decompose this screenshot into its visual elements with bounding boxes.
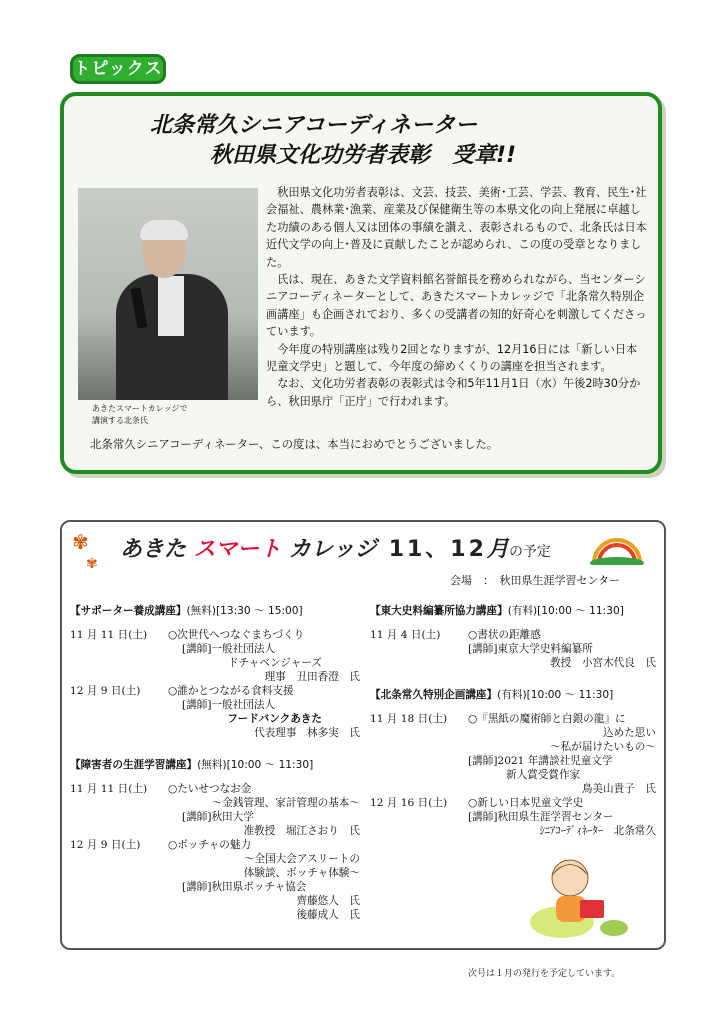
lecturer-line: 齊藤悠人 氏 [296,895,360,907]
photo-caption [92,403,262,427]
photo-caption-line2: 講演する北条氏 [92,416,148,425]
lecturer-line: [講師]秋田県生涯学習センター [468,811,614,823]
venue-label: 会場 ： 秋田県生涯学習センター [450,574,621,587]
lecturer-line: 代表理事 林多実 氏 [254,727,360,739]
lecturer-line: 体験談、ボッチャ体験～ [243,867,360,879]
lecturer-line: 教授 小宮木代良 氏 [550,657,656,669]
photo-caption-line1: あきたスマートカレッジで [92,404,188,413]
title-months: 11、12 [388,537,487,562]
title-suffix: の予定 [508,544,551,560]
lecturer-line: 鳥美山貴子 氏 [581,783,656,795]
topics-title-line1: 北条常久シニアコーディネーター [150,113,478,138]
lecturer-line: 理事 丑田香澄 氏 [264,671,360,683]
list-item: 12 月 9 日(土) ○誰かとつながる食料支援 [70,685,294,697]
topics-paragraph-4: なお、文化功労者表彰の表彰式は令和5年11月1日（水）午後2時30分から、秋田県庁「正庁」で行われます。 [266,377,641,408]
speaker-photo [78,188,258,400]
list-item: 11 月 18 日(土) ○『黒紙の魔術師と白銀の龍』に [370,713,626,725]
lecturer-line: [講師]秋田大学 [182,811,254,823]
list-item: 12 月 16 日(土) ○新しい日本児童文学史 [370,797,584,809]
lecturer-line: [講師]2021 年講談社児童文学 [468,755,613,767]
lecturer-line: ～私が届けたいもの～ [550,741,656,753]
topics-paragraph-3: 今年度の特別講座は残り2回となりますが、12月16日には「新しい日本児童文学史」と題して、今年度の締めくくりの講座を担当されます。 [266,342,638,374]
lecturer-line: ｼﾆｱｺｰﾃﾞｨﾈｰﾀｰ 北条常久 [539,825,656,837]
lecturer-line: 准教授 堀江さおり 氏 [243,825,360,837]
next-issue-note: 次号は１月の発行を予定しています。 [468,969,621,979]
section-disability: 【障害者の生涯学習講座】(無料)[10:00 ～ 11:30] [70,759,314,771]
list-item: 12 月 9 日(土) ○ボッチャの魅力 [70,839,252,851]
lecturer-line: 後藤成人 氏 [296,909,360,921]
schedule-title [120,532,551,563]
rainbow-hill-icon [590,533,644,565]
lecturer-line: 新人賞受賞作家 [506,769,581,781]
title-month-char: 月 [486,537,509,562]
reading-girl-illustration [522,852,632,940]
lecturer-line: [講師]秋田県ボッチャ協会 [182,881,307,893]
lecturer-line: ドチャベンジャーズ [227,657,322,669]
topics-paragraph-2: 氏は、現在、あきた文学資料館名誉館長を務められながら、当センターシニアコーディネーターとして、あきたスマートカレッジで「北条常久特別企画講座」も企画されており、多くの受講者の知的好奇心を刺激してくださっています。 [266,273,647,339]
lecturer-line: フードバンクあきた [227,713,322,725]
topics-closing: 北条常久シニアコーディネーター、この度は、本当におめでとうございました。 [90,437,499,451]
lecturer-line: [講師]一般社団法人 [182,643,276,655]
schedule-right-column [370,604,656,838]
list-item: 11 月 11 日(土) ○次世代へつなぐまちづくり [70,629,305,641]
title-part-smart: スマート [193,537,282,562]
lecturer-line: ～金銭管理、家計管理の基本～ [211,797,360,809]
title-part-a: あきた [120,537,194,562]
lecturer-line: 込めた思い [603,727,656,739]
lecturer-line: [講師]一般社団法人 [182,699,276,711]
topics-title-line2: 秋田県文化功労者表彰 受章!! [210,143,517,168]
list-item: 11 月 11 日(土) ○たいせつなお金 [70,783,252,795]
autumn-leaf-icon: ✾ [86,556,98,572]
lecturer-line: ～全国大会アスリートの [243,853,360,865]
topics-paragraph-1: 秋田県文化功労者表彰は、文芸、技芸、美術･工芸、学芸、教育、民生･社会福祉、農林業･漁業、産業及び保健衛生等の本県文化の向上発展に卓越した功績のある個人又は団体の事績を讃え、表彰されるもので、北条氏は日本近代文学の向上･普及に貢献したことが認められ、この度の受章となりました。 [266,186,647,269]
topics-body [266,184,648,410]
topics-badge: トピックス [70,54,166,84]
section-historiographical: 【東大史料編纂所協力講座】(有料)[10:00 ～ 11:30] [370,605,624,617]
section-special: 【北条常久特別企画講座】(有料)[10:00 ～ 11:30] [370,689,614,701]
title-part-college: カレッジ [281,537,377,562]
lecturer-line: [講師]東京大学史料編纂所 [468,643,593,655]
list-item: 11 月 4 日(土) ○書状の距離感 [370,629,541,641]
section-supporter: 【サポーター養成講座】(無料)[13:30 ～ 15:00] [70,605,303,617]
schedule-left-column [70,604,360,922]
autumn-leaf-icon: ✾ [72,530,89,554]
